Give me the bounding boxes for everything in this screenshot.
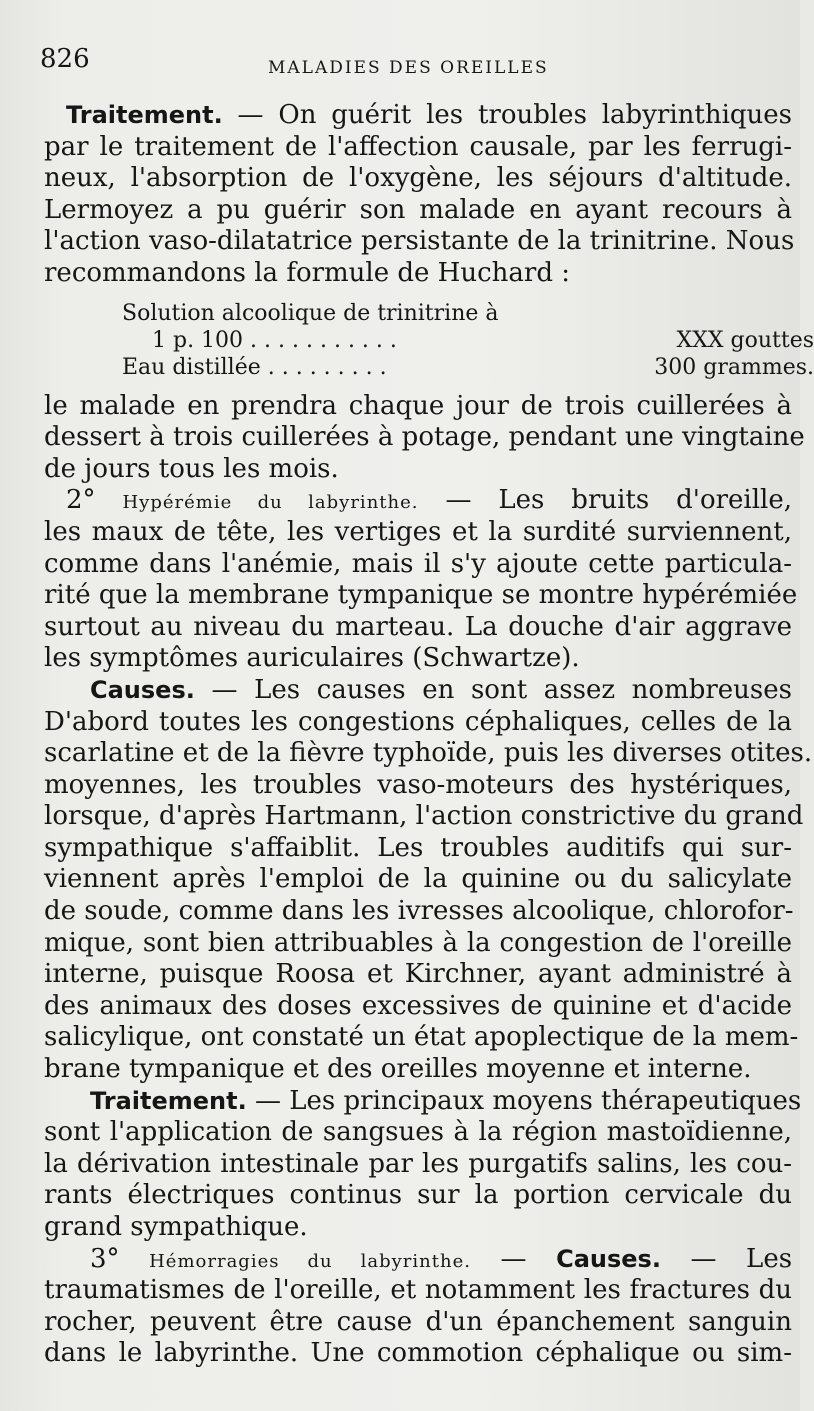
text-line: l'action vaso-dilatatrice persistante de la trinitrine. Nous bbox=[44, 226, 795, 257]
section-smallcaps: Hémorragies du labyrinthe. bbox=[149, 1250, 471, 1272]
text-line: Traitement. — Les principaux moyens thérapeutiques bbox=[90, 1085, 802, 1116]
section-heading: Traitement. bbox=[90, 1086, 247, 1115]
text-line: comme dans l'anémie, mais il s'y ajoute cette particula- bbox=[44, 548, 792, 579]
section-heading: Causes. bbox=[556, 1244, 661, 1273]
formula-row: 1 p. 100 . . . . . . . . . . . XXX gouttes bbox=[152, 327, 814, 353]
text-line: Traitement. — On guérit les troubles labyrinthiques bbox=[66, 100, 793, 130]
prescription-formula bbox=[122, 300, 814, 381]
text-line: interne, puisque Roosa et Kirchner, ayant administré à bbox=[44, 959, 792, 990]
text-line: brane tympanique et des oreilles moyenne et interne. bbox=[44, 1054, 752, 1085]
running-title: MALADIES DES OREILLES bbox=[268, 58, 549, 78]
text-line: scarlatine et de la fièvre typhoïde, puis les diverses otites. bbox=[44, 738, 813, 769]
text-line: dans le labyrinthe. Une commotion céphalique ou sim- bbox=[44, 1338, 792, 1369]
text-line: rants électriques continus sur la portion cervicale du bbox=[44, 1180, 792, 1211]
text-line: Lermoyez a pu guérir son malade en ayant recours à bbox=[44, 194, 792, 225]
text-line: lorsque, d'après Hartmann, l'action constrictive du grand bbox=[44, 801, 804, 832]
section-heading: Causes. bbox=[90, 675, 195, 704]
text-line: Causes. — Les causes en sont assez nombreuses bbox=[90, 674, 792, 705]
formula-row: Solution alcoolique de trinitrine à bbox=[122, 300, 499, 326]
body-text bbox=[44, 100, 814, 1370]
text-line: des animaux des doses excessives de quinine et d'acide bbox=[44, 990, 792, 1021]
section-smallcaps: Hypérémie du labyrinthe. bbox=[122, 492, 419, 514]
text-line: 2° Hypérémie du labyrinthe. — Les bruits d'oreille, bbox=[66, 485, 793, 516]
text-line: la dérivation intestinale par les purgatifs salins, les cou- bbox=[44, 1148, 792, 1179]
text-line: le malade en prendra chaque jour de trois cuillerées à bbox=[44, 390, 792, 421]
text-line: mique, sont bien attribuables à la congestion de l'oreille bbox=[44, 927, 792, 958]
text-line: de soude, comme dans les ivresses alcoolique, chlorofor- bbox=[44, 896, 794, 927]
text-line: rocher, peuvent être cause d'un épanchement sanguin bbox=[44, 1306, 792, 1337]
text-line: salicylique, ont constaté un état apoplectique de la mem- bbox=[44, 1022, 799, 1053]
text-line: sont l'application de sangsues à la région mastoïdienne, bbox=[44, 1117, 792, 1148]
text-line: viennent après l'emploi de la quinine ou du salicylate bbox=[44, 864, 792, 895]
text-line: traumatismes de l'oreille, et notamment les fractures du bbox=[44, 1275, 792, 1306]
text-line: recommandons la formule de Huchard : bbox=[44, 257, 571, 288]
text-line: par le traitement de l'affection causale, par les ferrugi- bbox=[44, 131, 792, 162]
text-line: sympathique s'affaiblit. Les troubles auditifs qui sur- bbox=[44, 832, 792, 863]
text-line: surtout au niveau du marteau. La douche d'air aggrave bbox=[44, 611, 792, 642]
page-number: 826 bbox=[40, 44, 90, 74]
text-line: de jours tous les mois. bbox=[44, 453, 339, 484]
formula-row: Eau distillée . . . . . . . . . 300 grammes. bbox=[122, 354, 814, 380]
text-line: les maux de tête, les vertiges et la surdité surviennent, bbox=[44, 516, 792, 547]
text-line: grand sympathique. bbox=[44, 1212, 308, 1242]
text-line: les symptômes auriculaires (Schwartze). bbox=[44, 643, 580, 674]
section-heading: Traitement. bbox=[66, 101, 223, 129]
text-line: neux, l'absorption de l'oxygène, les séjours d'altitude. bbox=[44, 163, 792, 194]
text-line: moyennes, les troubles vaso-moteurs des hystériques, bbox=[44, 769, 792, 800]
text-line: rité que la membrane tympanique se montre hypérémiée bbox=[44, 580, 798, 611]
text-line: D'abord toutes les congestions céphaliques, celles de la bbox=[44, 706, 792, 737]
text-line: 3° Hémorragies du labyrinthe. — Causes. — Les bbox=[90, 1243, 793, 1274]
text-line: dessert à trois cuillerées à potage, pendant une vingtaine bbox=[44, 422, 805, 453]
